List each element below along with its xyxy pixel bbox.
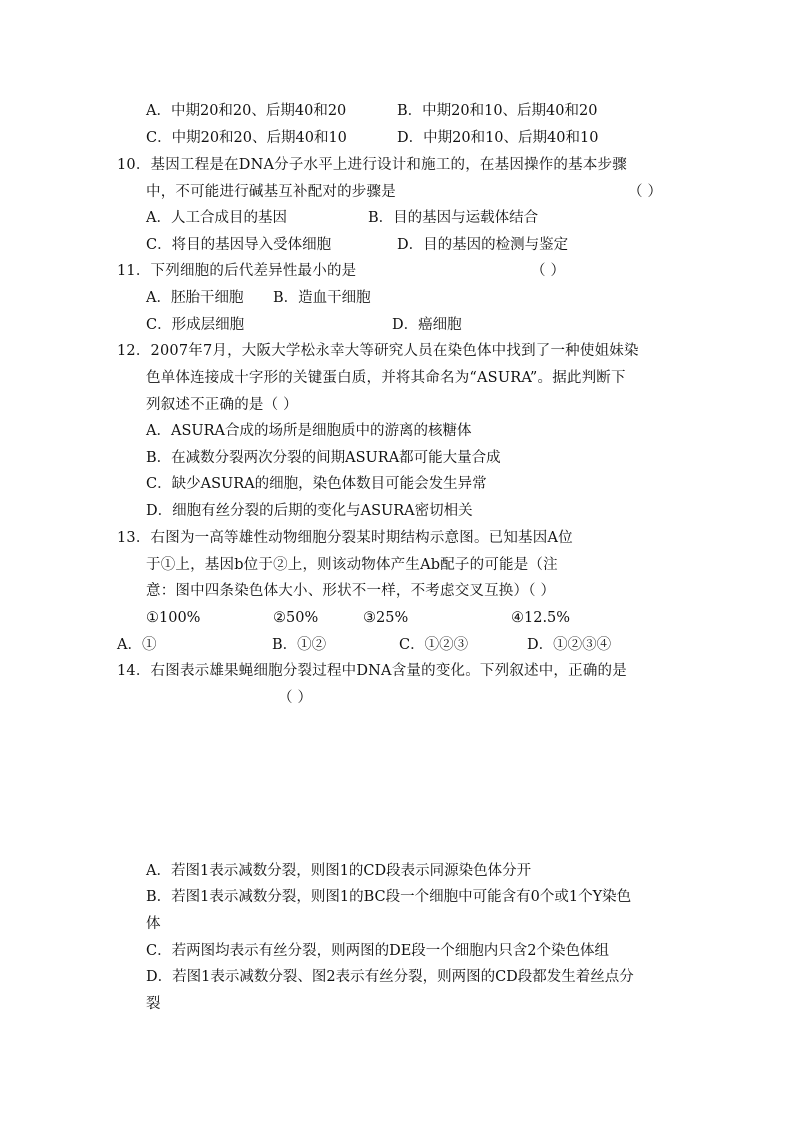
q11-option-a: A．胚胎干细胞 [146, 290, 244, 306]
q12-stem-line-3: 列叙述不正确的是（ ） [146, 397, 298, 413]
q10-stem-line-2: 中，不可能进行碱基互补配对的步骤是 [146, 184, 396, 200]
q12-stem-line-1: 12．2007年7月，大阪大学松永幸大等研究人员在染色体中找到了一种使姐妹染 [117, 343, 639, 359]
q12-option-b: B．在减数分裂两次分裂的间期ASURA都可能大量合成 [146, 450, 501, 466]
q13-stem-line-3: 意：图中四条染色体大小、形状不一样，不考虑交叉互换）（ ） [146, 583, 556, 599]
q13-stem-line-1: 13．右图为一高等雄性动物细胞分裂某时期结构示意图。已知基因A位 [117, 530, 573, 546]
q12-option-a: A．ASURA合成的场所是细胞质中的游离的核糖体 [146, 423, 472, 439]
q10-option-c: C．将目的基因导入受体细胞 [146, 237, 332, 253]
q10-stem-line-1: 10．基因工程是在DNA分子水平上进行设计和施工的，在基因操作的基本步骤 [117, 157, 627, 173]
q10-option-d: D．目的基因的检测与鉴定 [397, 237, 569, 253]
q12-option-d: D．细胞有丝分裂的后期的变化与ASURA密切相关 [146, 503, 473, 519]
q14-option-d-line-2: 裂 [146, 996, 161, 1012]
q13-item-2: ②50% [273, 610, 319, 626]
q14-option-c: C．若两图均表示有丝分裂，则两图的DE段一个细胞内只含2个染色体组 [146, 943, 610, 959]
q11-option-d: D．癌细胞 [392, 317, 462, 333]
q9-option-d: D．中期20和10、后期40和10 [397, 130, 599, 146]
q13-item-4: ④12.5% [511, 610, 571, 626]
q11-answer-paren: （ ） [531, 263, 566, 279]
q10-answer-paren: （ ） [628, 184, 663, 200]
q13-option-d: D．①②③④ [527, 637, 612, 653]
q12-option-c: C．缺少ASURA的细胞，染色体数目可能会发生异常 [146, 476, 487, 492]
q13-option-c: C．①②③ [399, 637, 469, 653]
q14-option-b-line-1: B．若图1表示减数分裂，则图1的BC段一个细胞中可能含有0个或1个Y染色 [146, 889, 632, 905]
q13-item-1: ①100% [146, 610, 201, 626]
q9-option-c: C．中期20和20、后期40和10 [146, 130, 347, 146]
q14-answer-paren: （ ） [278, 690, 313, 706]
q9-option-b: B．中期20和10、后期40和20 [397, 103, 598, 119]
q11-option-c: C．形成层细胞 [146, 317, 245, 333]
q13-option-a: A．① [117, 637, 157, 653]
q10-option-b: B．目的基因与运载体结合 [368, 210, 539, 226]
q14-option-b-line-2: 体 [146, 916, 161, 932]
q11-stem: 11．下列细胞的后代差异性最小的是 [117, 263, 357, 279]
q13-stem-line-2: 于①上，基因b位于②上，则该动物体产生Ab配子的可能是（注 [146, 557, 558, 573]
q11-option-b: B．造血干细胞 [273, 290, 371, 306]
q13-item-3: ③25% [363, 610, 409, 626]
q12-stem-line-2: 色单体连接成十字形的关键蛋白质，并将其命名为“ASURA”。据此判断下 [146, 370, 626, 386]
q14-option-d-line-1: D．若图1表示减数分裂、图2表示有丝分裂，则两图的CD段都发生着丝点分 [146, 969, 634, 985]
q14-option-a: A．若图1表示减数分裂，则图1的CD段表示同源染色体分开 [146, 863, 532, 879]
q9-option-a: A．中期20和20、后期40和20 [146, 103, 347, 119]
q14-stem: 14．右图表示雄果蝇细胞分裂过程中DNA含量的变化。下列叙述中，正确的是 [117, 663, 627, 679]
q13-option-b: B．①② [272, 637, 327, 653]
q10-option-a: A．人工合成目的基因 [146, 210, 287, 226]
